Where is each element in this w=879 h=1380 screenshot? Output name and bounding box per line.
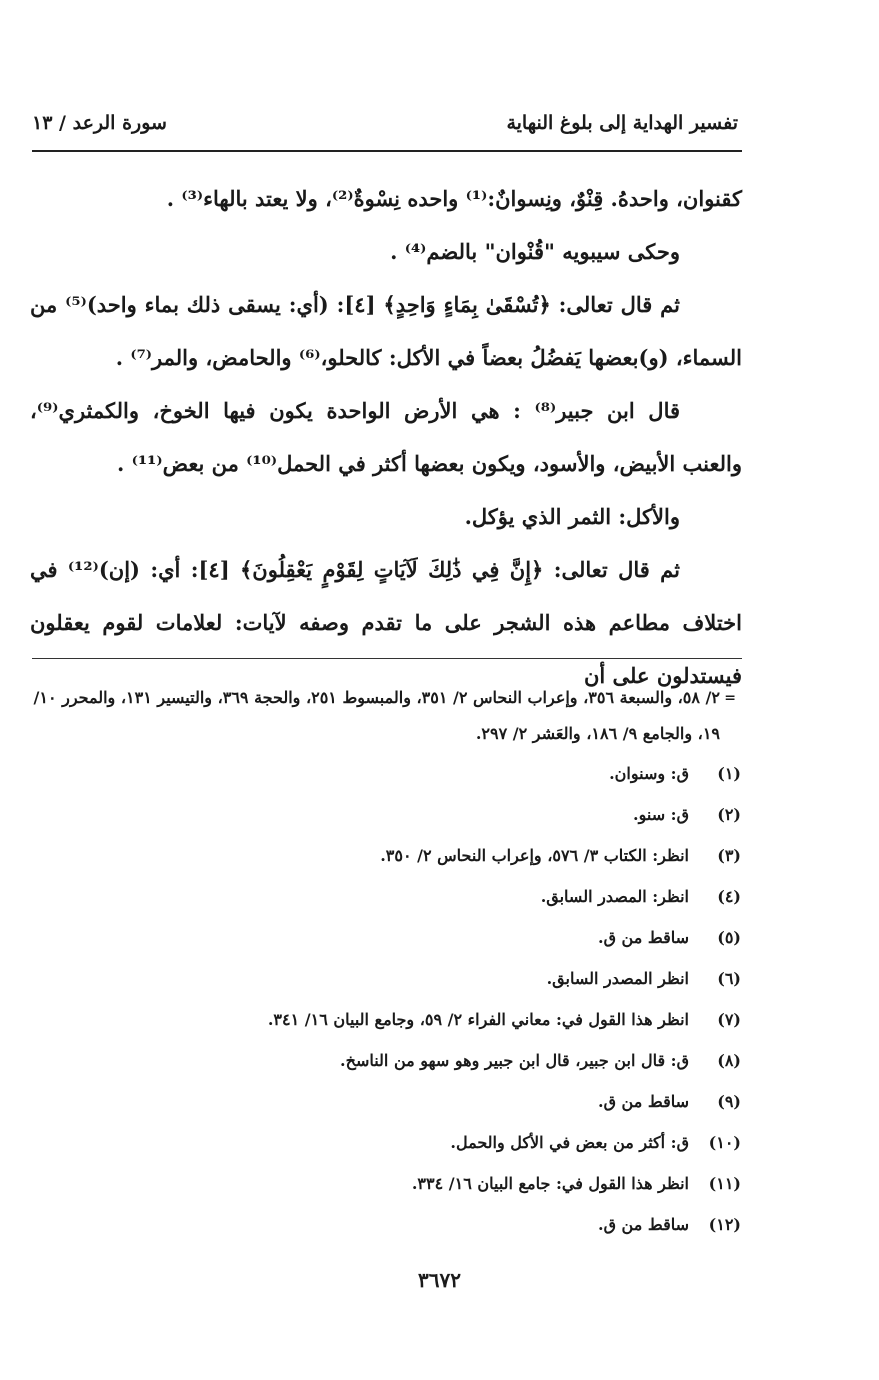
footnote-text: ق: سنو. <box>633 805 689 824</box>
footnotes <box>141 762 741 1254</box>
book-title: تفسير الهداية إلى بلوغ النهاية <box>506 112 738 134</box>
footnote <box>141 1049 741 1090</box>
paragraph: ثم قال تعالى: ﴿إِنَّ فِي ذَٰلِكَ لَآيَاتٍ لِقَوْمٍ يَعْقِلُونَ﴾ [٤]: أي: (إن)⁽¹²⁾ في اختلاف مطاعم هذه الشجر على ما تقدم وصفه لآيات: لعلامات لقوم يعقلون فيستدلون على أن <box>30 557 742 688</box>
footnote-text: انظر: المصدر السابق. <box>540 887 689 906</box>
footnote-number: (٨) <box>717 1051 741 1070</box>
surah-reference: سورة الرعد / ١٣ <box>32 112 167 134</box>
footnote <box>141 885 741 926</box>
footnote-text: انظر هذا القول في: معاني الفراء ٢/ ٥٩، وجامع البيان ١٦/ ٣٤١. <box>267 1010 689 1029</box>
page-number: ٣٦٧٢ <box>418 1268 461 1292</box>
footnote <box>141 1131 741 1172</box>
footnote <box>141 1008 741 1049</box>
footnote <box>141 1090 741 1131</box>
footnote <box>141 1213 741 1254</box>
footnote-text: ق: وسنوان. <box>609 764 689 783</box>
footnote-continuation-text: ٢/ ٥٨، والسبعة ٣٥٦، وإعراب النحاس ٢/ ٣٥١، والمبسوط ٢٥١، والحجة ٣٦٩، والتيسير ١٣١، والمحرر ١٠/ ١٩، والجامع ٩/ ١٨٦، والعَشر ٢/ ٢٩٧. <box>33 688 720 743</box>
footnote-text: انظر المصدر السابق. <box>546 969 689 988</box>
paragraph: والأكل: الثمر الذي يؤكل. <box>464 504 680 529</box>
footnote-separator <box>32 658 742 659</box>
footnote-text: ق: أكثر من بعض في الأكل والحمل. <box>450 1133 689 1152</box>
footnote-number: (٣) <box>717 846 741 865</box>
paragraph: وحكى سيبويه "قُنْوان" بالضم⁽⁴⁾ . <box>390 239 680 264</box>
footnote-text: ساقط من ق. <box>598 1215 689 1234</box>
footnote-continuation <box>30 680 736 752</box>
footnote <box>141 926 741 967</box>
footnote-number: (٤) <box>717 887 741 906</box>
footnote <box>141 1172 741 1213</box>
running-header <box>32 112 738 142</box>
footnote-number: (٧) <box>717 1010 741 1029</box>
header-rule <box>32 150 742 152</box>
footnote-number: (١٢) <box>708 1215 741 1234</box>
footnote-text: ساقط من ق. <box>598 928 689 947</box>
footnote-text: ساقط من ق. <box>598 1092 689 1111</box>
footnote-number: (٦) <box>717 969 741 988</box>
footnote <box>141 762 741 803</box>
paragraph: قال ابن جبير⁽⁸⁾ : هي الأرض الواحدة يكون فيها الخوخ، والكمثري⁽⁹⁾، والعنب الأبيض، والأسود، ويكون بعضها أكثر في الحمل⁽¹⁰⁾ من بعض⁽¹¹⁾ . <box>30 398 742 476</box>
footnote-number: (٢) <box>717 805 741 824</box>
paragraph: كقنوان، واحدهُ. قِنْوٌ، ونِسوانٌ:⁽¹⁾ واحده نِسْوةٌ⁽²⁾، ولا يعتد بالهاء⁽³⁾ . <box>166 186 742 211</box>
main-text <box>30 172 742 702</box>
footnote-text: ق: قال ابن جبير، قال ابن جبير وهو سهو من الناسخ. <box>340 1051 689 1070</box>
footnote-number: (٥) <box>717 928 741 947</box>
footnote-text: انظر هذا القول في: جامع البيان ١٦/ ٣٣٤. <box>411 1174 689 1193</box>
footnote <box>141 803 741 844</box>
footnote-number: (٩) <box>717 1092 741 1111</box>
footnote-number: (١٠) <box>708 1133 741 1152</box>
continuation-marker: = <box>724 690 736 706</box>
paragraph: ثم قال تعالى: ﴿تُسْقَىٰ بِمَاءٍ وَاحِدٍ﴾ [٤]: (أي: يسقى ذلك بماء واحد)⁽⁵⁾ من السماء، (و)بعضها يَفضُلُ بعضاً في الأكل: كالحلو،⁽⁶⁾ والحامض، والمر⁽⁷⁾ . <box>30 292 742 370</box>
footnote-number: (١١) <box>708 1174 741 1193</box>
footnote <box>141 844 741 885</box>
footnote-number: (١) <box>717 764 741 783</box>
footnote <box>141 967 741 1008</box>
footnote-text: انظر: الكتاب ٣/ ٥٧٦، وإعراب النحاس ٢/ ٣٥٠. <box>380 846 689 865</box>
